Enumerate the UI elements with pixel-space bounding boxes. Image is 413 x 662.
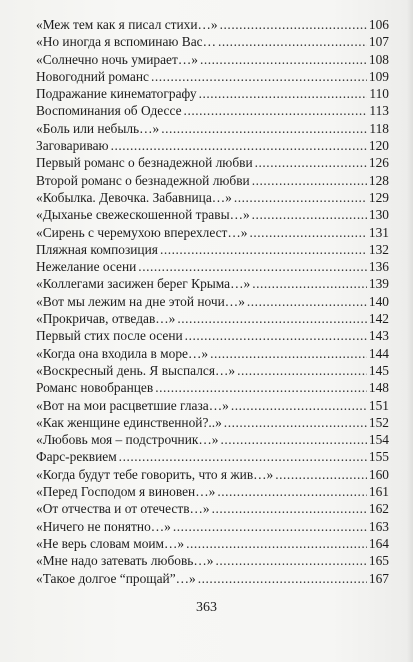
toc-dot-leader: [173, 518, 367, 535]
toc-entry-title: «Кобылка. Девочка. Забавница…»: [36, 189, 232, 205]
toc-entry-title: «Вот на мои расцветшие глаза…»: [36, 397, 229, 413]
toc-entry: [36, 68, 389, 85]
toc-entry-title: Романс новобранцев: [36, 380, 154, 396]
toc-entry: [36, 500, 389, 517]
toc-entry-page-number: 129: [368, 189, 389, 205]
toc-entry-page-number: 136: [368, 259, 389, 275]
toc-entry-page-number: 108: [368, 51, 389, 67]
toc-entry: [36, 16, 389, 33]
toc-entry-page-number: 155: [368, 449, 389, 465]
toc-dot-leader: [250, 224, 367, 241]
toc-entry-title: «Меж тем как я писал стихи…»: [36, 17, 218, 32]
toc-entry-title: «Но иногда я вспоминаю Вас…: [36, 34, 216, 50]
toc-dot-leader: [111, 137, 367, 154]
toc-entry: [36, 258, 389, 275]
toc-dot-leader: [200, 51, 367, 68]
toc-entry-page-number: 109: [368, 68, 389, 84]
toc-entry-title: Фарс-реквием: [36, 449, 117, 465]
toc-dot-leader: [252, 206, 367, 223]
toc-entry-title: Заговариваю: [36, 138, 109, 154]
toc-entry-title: «Коллегами засижен берег Крыма…»: [36, 276, 251, 292]
toc-entry: [36, 85, 389, 102]
toc-entry-page-number: 154: [368, 432, 389, 448]
toc-entry: [36, 327, 389, 344]
toc-entry: [36, 172, 389, 189]
toc-dot-leader: [119, 448, 367, 465]
toc-dot-leader: [224, 414, 367, 431]
toc-entry: [36, 518, 389, 535]
toc-entry: [36, 189, 389, 206]
toc-entry: [36, 397, 389, 414]
toc-entry: [36, 33, 389, 50]
toc-entry-page-number: 140: [368, 293, 389, 309]
toc-dot-leader: [231, 397, 367, 414]
toc-entry-title: «Дыханье свежескошенной травы…»: [36, 207, 250, 223]
toc-entry-title: «Когда будут тебе говорить, что я жив…»: [36, 466, 274, 482]
toc-entry-page-number: 152: [368, 414, 389, 430]
toc-entry-title: «Боль или небыль…»: [36, 120, 160, 136]
toc-entry: [36, 362, 389, 379]
toc-entry-page-number: 126: [368, 155, 389, 171]
toc-dot-leader: [217, 483, 367, 500]
toc-entry-page-number: 164: [368, 535, 389, 551]
toc-entry-page-number: 113: [369, 103, 389, 119]
toc-dot-leader: [151, 68, 367, 85]
toc-entry-title: «Мне надо затевать любовь…»: [36, 553, 214, 569]
toc-entry: [36, 535, 389, 552]
toc-entry-title: «Любовь моя – подстрочник…»: [36, 432, 219, 448]
toc-entry-title: «Вот мы лежим на дне этой ночи…»: [36, 293, 245, 309]
toc-entry-title: «Солнечно ночь умирает…»: [36, 51, 198, 67]
toc-entry: [36, 102, 389, 119]
toc-entry-title: Воспоминания об Одессе: [36, 103, 182, 119]
toc-entry-title: Пляжная композиция: [36, 241, 158, 257]
toc-dot-leader: [198, 570, 367, 587]
toc-entry-page-number: 128: [368, 172, 389, 188]
toc-dot-leader: [210, 345, 367, 362]
toc-entry-page-number: 120: [368, 138, 389, 154]
toc-dot-leader: [255, 154, 367, 171]
toc-entry-title: «Воскресный день. Я выспался…»: [36, 362, 236, 378]
toc-entry-title: Нежелание осени: [36, 259, 137, 275]
toc-entry-title: «Когда она входила в море…»: [36, 345, 209, 361]
toc-entry-title: «Ничего не понятно…»: [36, 518, 171, 534]
toc-entry: [36, 414, 389, 431]
toc-entry-title: Первый стих после осени: [36, 328, 183, 344]
toc-entry-page-number: 162: [368, 501, 389, 517]
toc-entry-title: «Перед Господом я виновен…»: [36, 484, 216, 500]
toc-entry-title: Второй романс о безнадежной любви: [36, 172, 250, 188]
toc-entry-title: «Не верь словам моим…»: [36, 535, 185, 551]
toc-entry-page-number: 106: [368, 17, 389, 32]
toc-entry: [36, 483, 389, 500]
toc-entry: [36, 137, 389, 154]
toc-dot-leader: [199, 85, 368, 102]
toc-entry-title: «Прокричав, отведав…»: [36, 311, 176, 327]
toc-entry-page-number: 161: [368, 484, 389, 500]
toc-dot-leader: [160, 241, 367, 258]
toc-entry-page-number: 148: [368, 380, 389, 396]
toc-entry-title: Новогодний романс: [36, 68, 149, 84]
toc-entry-page-number: 143: [368, 328, 389, 344]
toc-dot-leader: [212, 500, 367, 517]
toc-entry: [36, 345, 389, 362]
toc-dot-leader: [138, 258, 367, 275]
toc-entry-page-number: 142: [368, 311, 389, 327]
toc-entry-page-number: 163: [368, 518, 389, 534]
toc-entry-page-number: 118: [369, 120, 389, 136]
toc-dot-leader: [155, 379, 367, 396]
toc-dot-leader: [220, 431, 366, 448]
toc-dot-leader: [275, 466, 367, 483]
toc-dot-leader: [185, 327, 367, 344]
toc-entry-page-number: 145: [368, 362, 389, 378]
page-number: 363: [196, 600, 217, 615]
toc-entry: [36, 448, 389, 465]
toc-dot-leader: [234, 189, 367, 206]
toc-entry-title: «От отчества и от отечеств…»: [36, 501, 210, 517]
toc-entry-page-number: 131: [368, 224, 389, 240]
toc-entry: [36, 206, 389, 223]
toc-entry: [36, 120, 389, 137]
toc-dot-leader: [161, 120, 367, 137]
toc-entry-title: Подражание кинематографу: [36, 86, 197, 102]
toc-dot-leader: [247, 293, 367, 310]
toc-entry: [36, 379, 389, 396]
toc-entry: [36, 224, 389, 241]
toc-entry-title: «Сирень с черемухою вперехлест…»: [36, 224, 248, 240]
toc-entry-page-number: 107: [368, 34, 389, 50]
toc-entry: [36, 293, 389, 310]
toc-dot-leader: [177, 310, 367, 327]
toc-entry-page-number: 132: [368, 241, 389, 257]
toc-entry: [36, 570, 389, 587]
toc-entry-page-number: 165: [368, 553, 389, 569]
toc-entry: [36, 431, 389, 448]
toc-entry: [36, 154, 389, 171]
toc-entry: [36, 310, 389, 327]
toc-dot-leader: [252, 275, 367, 292]
toc-dot-leader: [186, 535, 367, 552]
toc-entry: [36, 552, 389, 569]
toc-entry: [36, 275, 389, 292]
toc-entry: [36, 51, 389, 68]
toc-entry-page-number: 167: [368, 570, 389, 586]
toc-entry-page-number: 130: [368, 207, 389, 223]
table-of-contents: [36, 16, 389, 587]
toc-entry-page-number: 151: [368, 397, 389, 413]
toc-entry: [36, 466, 389, 483]
toc-entry-page-number: 160: [368, 466, 389, 482]
toc-dot-leader: [184, 102, 368, 119]
toc-entry-title: Первый романс о безнадежной любви: [36, 155, 253, 171]
toc-dot-leader: [215, 552, 366, 569]
toc-entry-title: «Как женщине единственной?..»: [36, 414, 222, 430]
toc-dot-leader: [252, 172, 367, 189]
toc-entry: [36, 241, 389, 258]
toc-dot-leader: [220, 16, 367, 33]
toc-entry-page-number: 110: [369, 86, 389, 102]
toc-entry-page-number: 139: [368, 276, 389, 292]
toc-entry-title: «Такое долгое “прощай”…»: [36, 570, 196, 586]
toc-entry-page-number: 144: [368, 345, 389, 361]
toc-dot-leader: [218, 33, 367, 50]
toc-dot-leader: [237, 362, 367, 379]
